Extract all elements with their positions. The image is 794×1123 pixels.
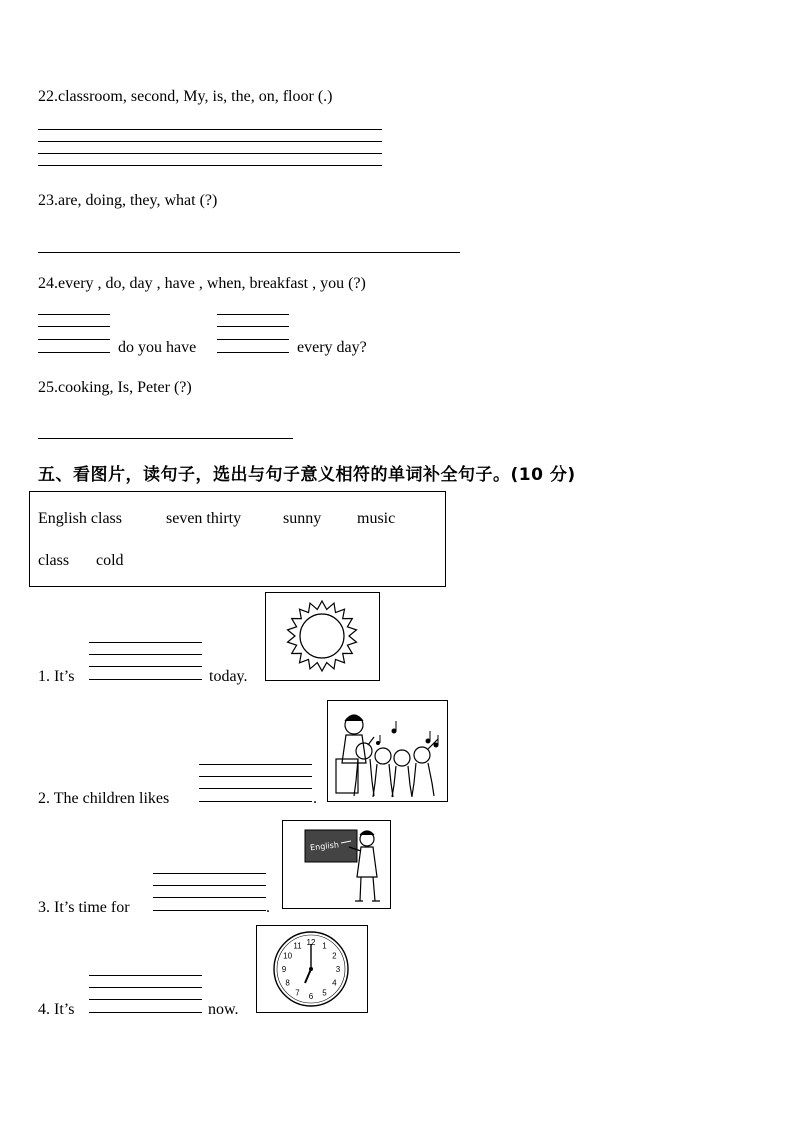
answer-line[interactable] xyxy=(199,776,312,777)
answer-line[interactable] xyxy=(153,885,266,886)
item-4-prefix: 4. It’s xyxy=(38,1001,75,1018)
item-2-suffix: . xyxy=(313,790,317,807)
sun-icon xyxy=(266,593,379,680)
answer-line[interactable] xyxy=(153,873,266,874)
clock-number: 2 xyxy=(332,951,337,961)
answer-line[interactable] xyxy=(89,987,202,988)
item-4-suffix: now. xyxy=(208,1001,239,1018)
clock-number: 1 xyxy=(322,941,327,951)
answer-line[interactable] xyxy=(38,352,110,353)
teacher-blackboard-picture xyxy=(282,820,391,909)
board-text: English xyxy=(309,840,340,853)
answer-line[interactable] xyxy=(217,339,289,340)
answer-line[interactable] xyxy=(199,801,312,802)
item-3-prefix: 3. It’s time for xyxy=(38,899,130,916)
answer-line[interactable] xyxy=(199,788,312,789)
word-bank xyxy=(29,491,446,587)
question-25: 25.cooking, Is, Peter (?) xyxy=(38,379,192,396)
answer-line[interactable] xyxy=(89,642,202,643)
answer-line[interactable] xyxy=(38,314,110,315)
word-bank-word: music xyxy=(357,510,396,527)
hour-hand xyxy=(305,969,311,983)
teacher-blackboard-image xyxy=(283,821,390,908)
answer-line[interactable] xyxy=(153,897,266,898)
item-2-prefix: 2. The children likes xyxy=(38,790,170,807)
answer-line[interactable] xyxy=(38,252,460,253)
question-22: 22.classroom, second, My, is, the, on, floor (.) xyxy=(38,88,333,105)
clock-number: 6 xyxy=(308,992,314,1001)
word-bank-word: English class xyxy=(38,510,122,527)
answer-line[interactable] xyxy=(89,679,202,680)
question-23: 23.are, doing, they, what (?) xyxy=(38,192,218,209)
answer-line[interactable] xyxy=(89,975,202,976)
clock-number: 8 xyxy=(285,978,290,988)
answer-line[interactable] xyxy=(89,1012,202,1013)
answer-line[interactable] xyxy=(89,999,202,1000)
clock-number: 3 xyxy=(335,965,341,974)
answer-line[interactable] xyxy=(153,910,266,911)
clock-icon xyxy=(257,926,367,1012)
answer-line[interactable] xyxy=(217,314,289,315)
answer-line[interactable] xyxy=(38,165,382,166)
answer-line[interactable] xyxy=(89,666,202,667)
question-24: 24.every , do, day , have , when, breakfast , you (?) xyxy=(38,275,366,292)
clock-picture xyxy=(256,925,368,1013)
answer-line[interactable] xyxy=(38,129,382,130)
question-24-end-text: every day? xyxy=(297,339,367,356)
answer-line[interactable] xyxy=(38,141,382,142)
children-singing-picture xyxy=(327,700,448,802)
clock-number: 11 xyxy=(293,941,302,951)
word-bank-word: seven thirty xyxy=(166,510,242,527)
answer-line[interactable] xyxy=(199,764,312,765)
answer-line[interactable] xyxy=(38,438,293,439)
clock-number: 9 xyxy=(281,965,287,974)
answer-line[interactable] xyxy=(38,326,110,327)
answer-line[interactable] xyxy=(38,153,382,154)
answer-line[interactable] xyxy=(217,352,289,353)
clock-number: 10 xyxy=(283,951,293,961)
answer-line[interactable] xyxy=(89,654,202,655)
item-1-prefix: 1. It’s xyxy=(38,668,75,685)
answer-line[interactable] xyxy=(38,339,110,340)
question-24-middle-text: do you have xyxy=(118,339,197,356)
clock-number: 5 xyxy=(322,988,327,998)
clock-number: 4 xyxy=(332,978,337,988)
word-bank-word: cold xyxy=(96,552,124,569)
clock-number: 12 xyxy=(306,938,316,947)
children-singing-image xyxy=(328,701,447,801)
answer-line[interactable] xyxy=(217,326,289,327)
word-bank-word: sunny xyxy=(283,510,322,527)
word-bank-word: class xyxy=(38,552,70,569)
clock-number: 7 xyxy=(295,988,300,998)
section-5-heading: 五、看图片，读句子，选出与句子意义相符的单词补全句子。(10 分) xyxy=(38,465,576,485)
item-1-suffix: today. xyxy=(209,668,248,685)
sun-picture xyxy=(265,592,380,681)
item-3-suffix: . xyxy=(266,899,270,916)
